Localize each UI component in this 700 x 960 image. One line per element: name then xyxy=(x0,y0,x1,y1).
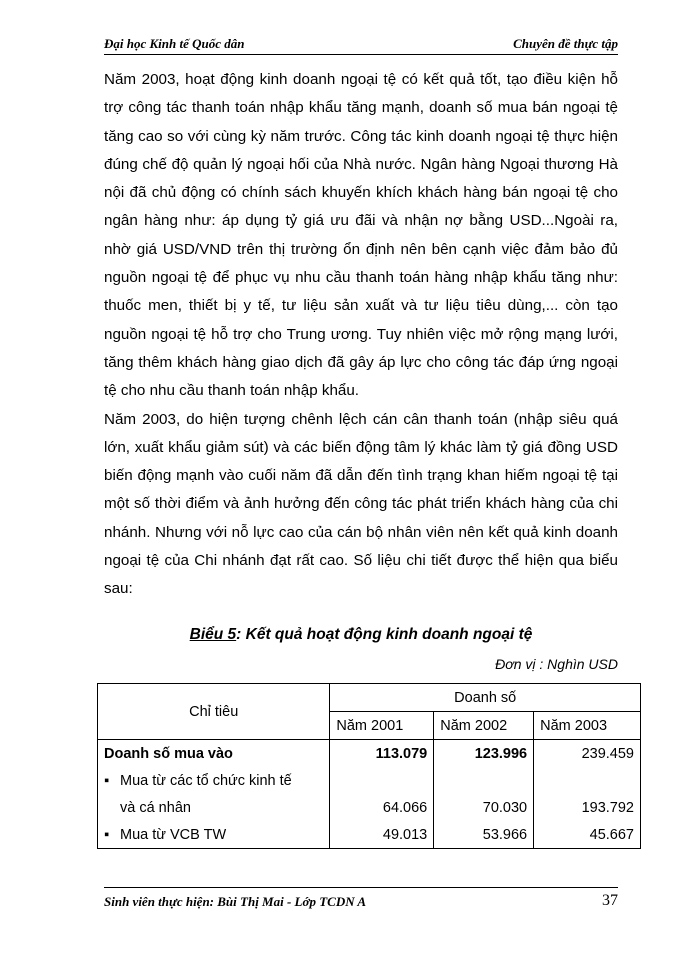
table-row xyxy=(98,767,641,794)
table-caption xyxy=(104,626,618,644)
row-1-label-b: và cá nhân xyxy=(98,794,330,821)
data-table xyxy=(97,683,641,849)
header-year-2003: Năm 2003 xyxy=(534,712,641,740)
header-university: Đại học Kinh tế Quốc dân xyxy=(104,36,245,51)
row-2-2002: 53.966 xyxy=(434,821,534,849)
body-text xyxy=(104,66,618,604)
row-2-label: ▪ Mua từ VCB TW xyxy=(98,821,330,849)
header-year-2001: Năm 2001 xyxy=(330,712,434,740)
page-header xyxy=(104,28,618,55)
row-1-2003: 193.792 xyxy=(534,794,641,821)
row-1-2001: 64.066 xyxy=(330,794,434,821)
table-row xyxy=(98,740,641,768)
page-footer xyxy=(104,887,618,909)
header-indicator: Chỉ tiêu xyxy=(98,684,330,740)
unit-note: Đơn vị : Nghìn USD xyxy=(495,656,618,672)
paragraph-2: Năm 2003, do hiện tượng chênh lệch cán cân thanh toán (nhập siêu quá lớn, xuất khẩu giảm sút) và các biến động tâm lý khác làm tỷ giá đồng USD biến động mạnh vào cuối năm đã dẫn đến tình trạng khan hiếm ngoại tệ tại một số thời điểm và ảnh hưởng đến công tác phát triển khách hàng của chi nhánh. Nhưng với nỗ lực cao của cán bộ nhân viên nên kết quả kinh doanh ngoại tệ của Chi nhánh đạt rất cao. Số liệu chi tiết được thể hiện qua biểu sau: xyxy=(104,410,618,598)
header-revenue: Doanh số xyxy=(330,684,641,712)
row-total-2003: 239.459 xyxy=(534,740,641,768)
row-1-2002: 70.030 xyxy=(434,794,534,821)
row-2-2003: 45.667 xyxy=(534,821,641,849)
bullet-icon: ▪ xyxy=(104,772,110,789)
row-total-label: Doanh số mua vào xyxy=(98,740,330,768)
header-doc-type: Chuyên đề thực tập xyxy=(513,36,618,51)
paragraph-1: Năm 2003, hoạt động kinh doanh ngoại tệ có kết quả tốt, tạo điều kiện hỗ trợ công tác thanh toán nhập khẩu tăng mạnh, doanh số mua bán ngoại tệ tăng cao so với cùng kỳ năm trước. Công tác kinh doanh ngoại tệ thực hiện đúng chế độ quản lý ngoại hối của Nhà nước. Ngân hàng Ngoại thương Hà nội đã chủ động có chính sách khuyến khích khách hàng bán ngoại tệ cho ngân hàng như: áp dụng tỷ giá ưu đãi và nhận nợ bằng USD...Ngoài ra, nhờ giá USD/VND trên thị trường ổn định nên bên cạnh việc đảm bảo đủ nguồn ngoại tệ để phục vụ nhu cầu thanh toán hàng nhập khẩu tăng như: thuốc men, thiết bị y tế, tư liệu sản xuất và tư liệu tiêu dùng,... còn tạo nguồn ngoại tệ hỗ trợ cho Trung ương. Tuy nhiên việc mở rộng mạng lưới, tăng thêm khách hàng giao dịch đã gây áp lực cho công tác đáp ứng ngoại tệ cho nhu cầu thanh toán nhập khẩu. xyxy=(104,71,618,400)
row-total-2001: 113.079 xyxy=(330,740,434,768)
bullet-icon: ▪ xyxy=(104,826,110,843)
footer-author: Sinh viên thực hiện: Bùi Thị Mai - Lớp TCDN A xyxy=(104,894,367,909)
row-total-2002: 123.996 xyxy=(434,740,534,768)
caption-title: : Kết quả hoạt động kinh doanh ngoại tệ xyxy=(236,626,533,643)
table-row xyxy=(98,821,641,849)
row-2-2001: 49.013 xyxy=(330,821,434,849)
row-1-label-a: ▪ Mua từ các tổ chức kinh tế xyxy=(98,767,330,794)
page-number: 37 xyxy=(602,892,618,909)
table-header-row xyxy=(98,684,641,712)
caption-label: Biểu 5 xyxy=(189,626,237,643)
table-row xyxy=(98,794,641,821)
header-year-2002: Năm 2002 xyxy=(434,712,534,740)
